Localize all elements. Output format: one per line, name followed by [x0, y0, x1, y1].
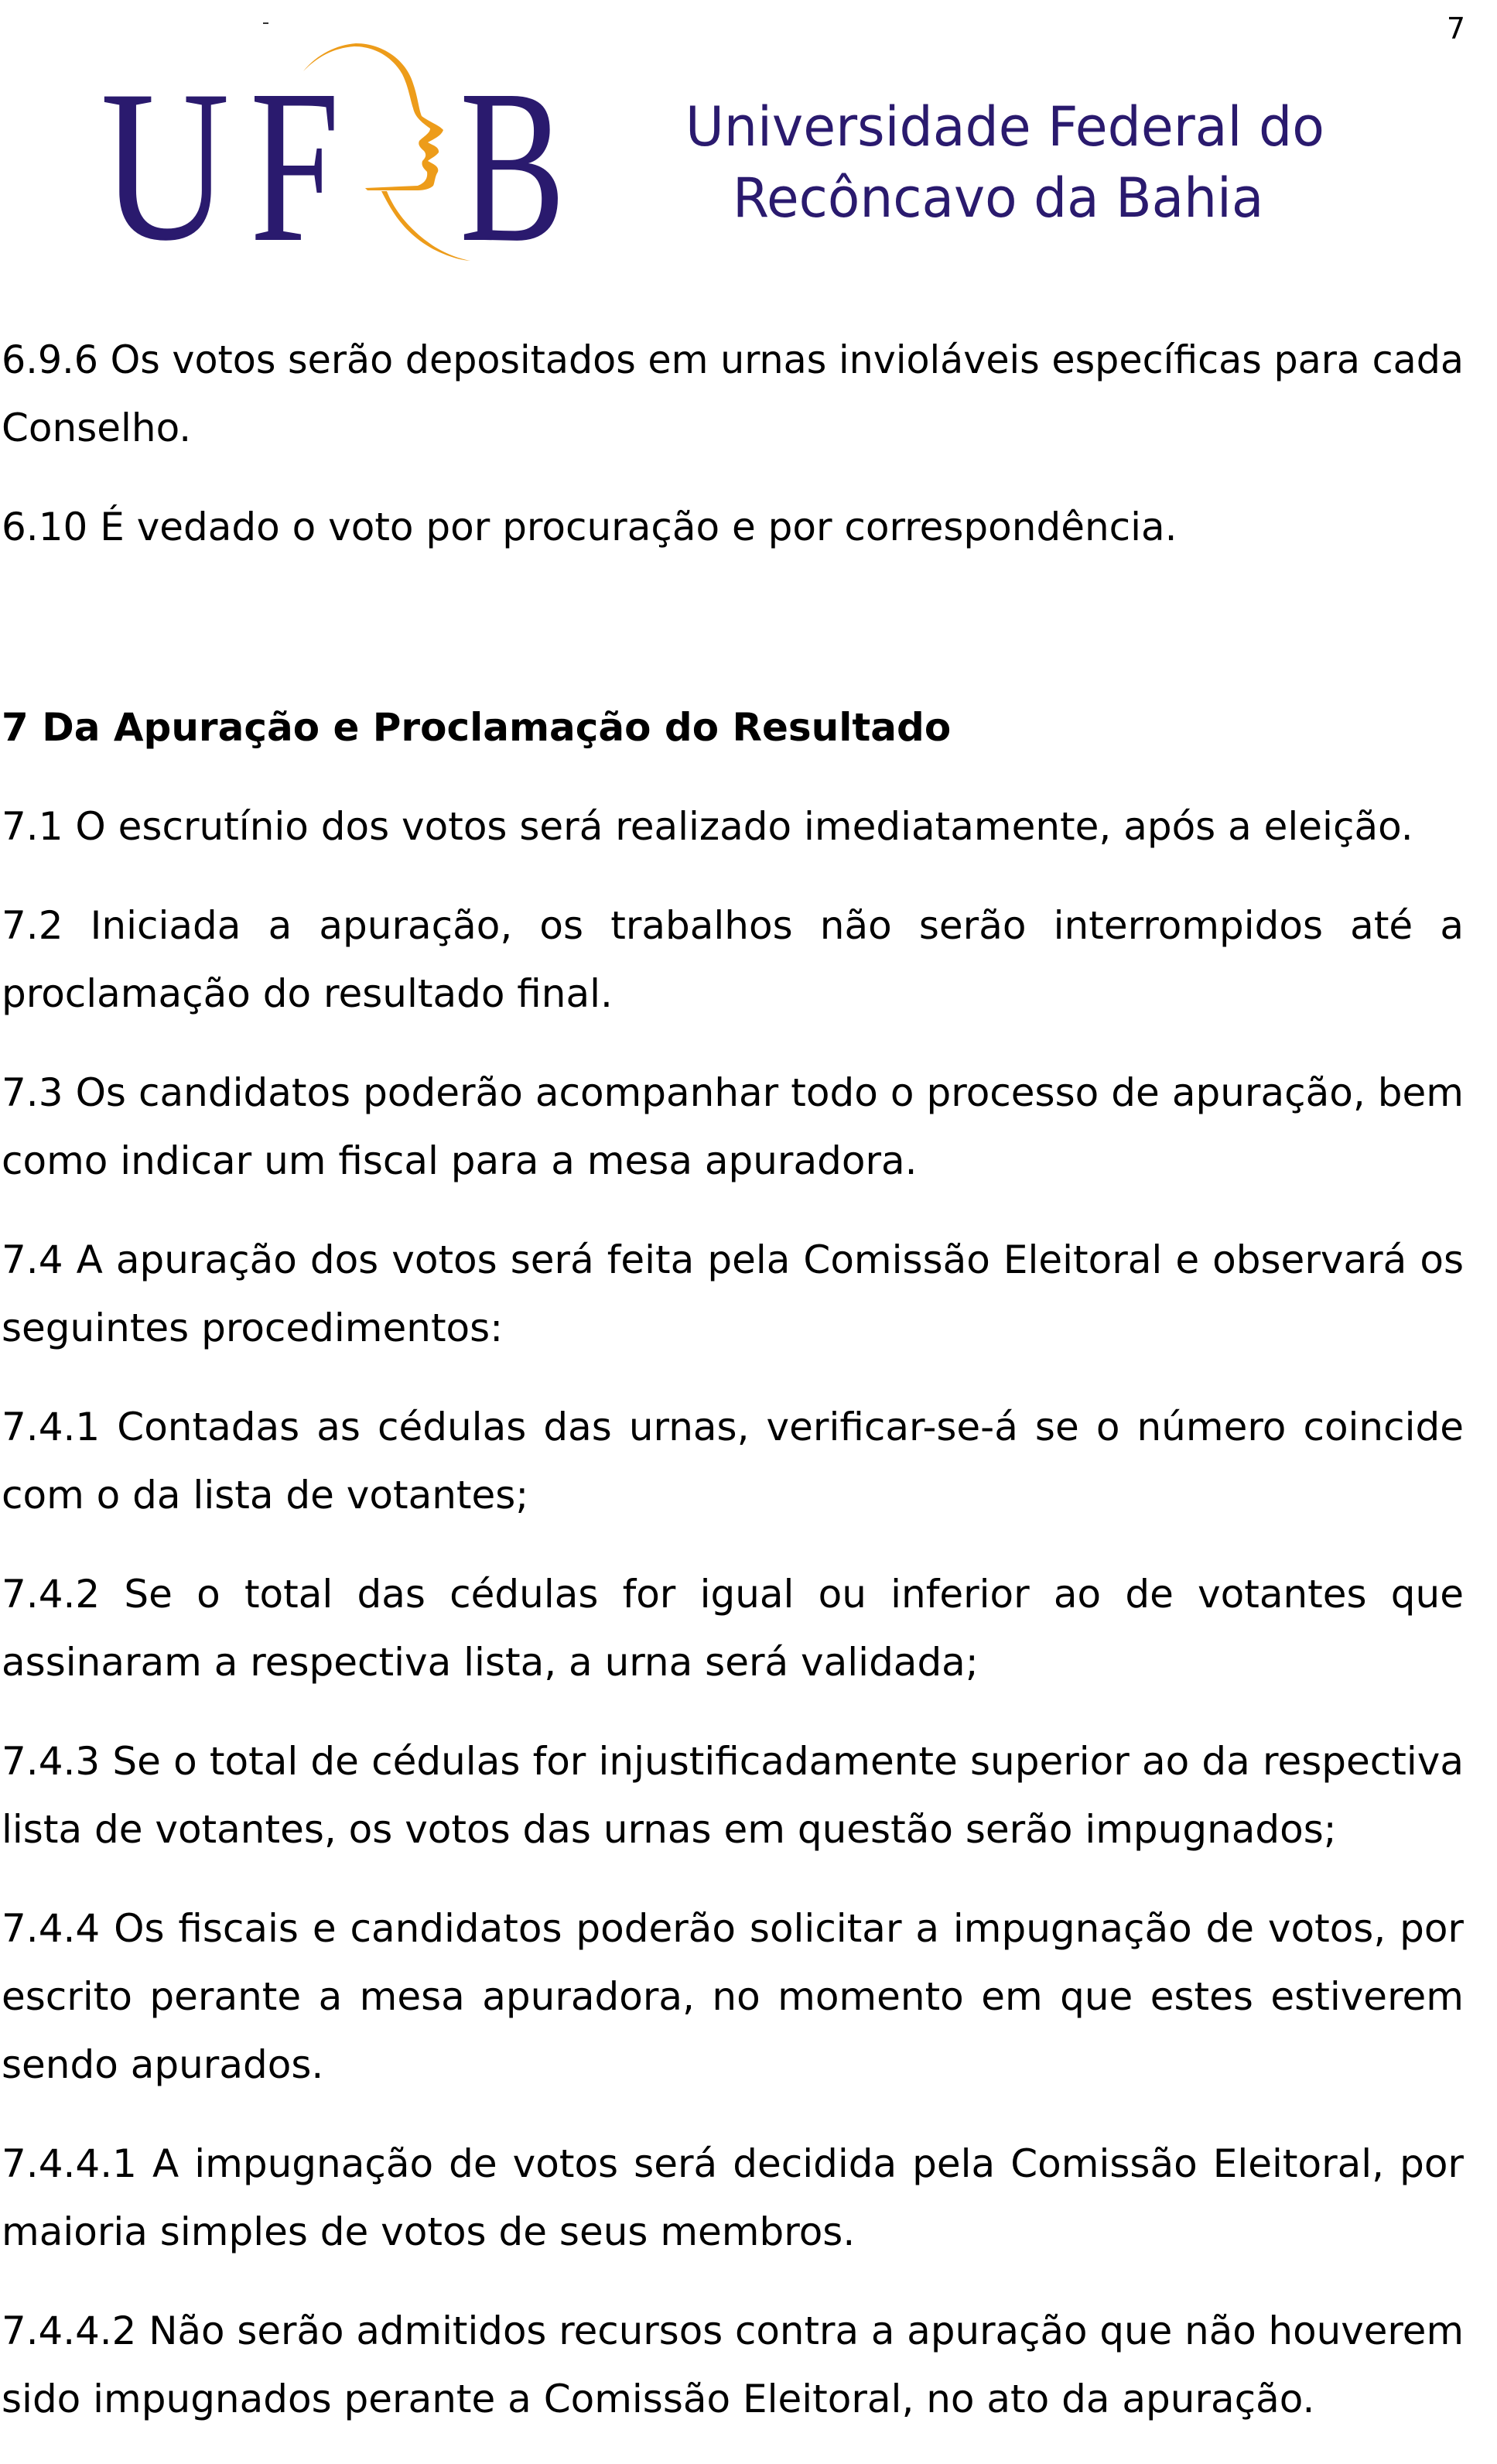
- text-line: assinaram a respectiva lista, a urna será validada;: [2, 1640, 979, 1685]
- ufrb-logo: [85, 35, 580, 288]
- text-line: 6.9.6 Os votos serão depositados em urnas invioláveis específicas para cada: [2, 337, 1464, 382]
- text-line: 7.4.4.2 Não serão admitidos recursos contra a apuração que não houverem: [2, 2308, 1464, 2353]
- text-line: escrito perante a mesa apuradora, no momento em que estes estiverem: [2, 1974, 1464, 2019]
- paragraph-7-3: [2, 1059, 1464, 1195]
- scan-artifact-mark: [263, 22, 268, 24]
- text-line: 7.4.1 Contadas as cédulas das urnas, verificar-se-á se o número coincide: [2, 1405, 1464, 1449]
- paragraph-7-4-3: [2, 1727, 1464, 1863]
- paragraph-7-4-4: [2, 1894, 1464, 2099]
- text-line: 7.1 O escrutínio dos votos será realizado imediatamente, após a eleição.: [2, 804, 1413, 849]
- text-line: lista de votantes, os votos das urnas em questão serão impugnados;: [2, 1807, 1337, 1852]
- text-line: 7.4.4 Os fiscais e candidatos poderão solicitar a impugnação de votos, por: [2, 1906, 1464, 1951]
- paragraph-7-4-4-1: [2, 2130, 1464, 2266]
- university-name-line-2: Recôncavo da Bahia: [733, 166, 1264, 230]
- text-line: seguintes procedimentos:: [2, 1306, 504, 1350]
- paragraph-7-4: [2, 1226, 1464, 1362]
- logo-letter-u: U: [101, 45, 230, 286]
- section-heading: [2, 693, 1464, 761]
- university-name-line-1: Universidade Federal do: [685, 95, 1324, 159]
- document-body: [2, 326, 1464, 2464]
- text-line: 7 Da Apuração e Proclamação do Resultado: [2, 705, 952, 750]
- paragraph-7-4-2: [2, 1560, 1464, 1696]
- text-line: 6.10 É vedado o voto por procuração e por correspondência.: [2, 505, 1177, 549]
- text-line: maioria simples de votos de seus membros.: [2, 2209, 856, 2254]
- text-line: 7.4.4.1 A impugnação de votos será decidida pela Comissão Eleitoral, por: [2, 2141, 1464, 2186]
- logo-letter-b: B: [460, 45, 566, 288]
- logo-letter-f: F: [250, 45, 340, 288]
- blank-paragraph: [2, 592, 1464, 660]
- text-line: Conselho.: [2, 406, 192, 450]
- neck-curve-icon: [381, 191, 470, 261]
- paragraph-7-1: [2, 792, 1464, 861]
- paragraph-6-9-6: [2, 326, 1464, 462]
- text-line: com o da lista de votantes;: [2, 1473, 529, 1518]
- text-line: como indicar um fiscal para a mesa apuradora.: [2, 1138, 918, 1183]
- paragraph-7-4-4-2: [2, 2297, 1464, 2433]
- paragraph-7-2: [2, 891, 1464, 1028]
- text-line: 7.4.2 Se o total das cédulas for igual ou inferior ao de votantes que: [2, 1572, 1464, 1617]
- paragraph-6-10: [2, 493, 1464, 561]
- text-line: sido impugnados perante a Comissão Eleitoral, no ato da apuração.: [2, 2377, 1315, 2421]
- text-line: 7.3 Os candidatos poderão acompanhar todo o processo de apuração, bem: [2, 1070, 1464, 1115]
- page-number: 7: [1446, 12, 1466, 46]
- text-line: 7.4 A apuração dos votos será feita pela Comissão Eleitoral e observará os: [2, 1237, 1464, 1282]
- text-line: 7.2 Iniciada a apuração, os trabalhos não serão interrompidos até a: [2, 903, 1464, 948]
- text-line: sendo apurados.: [2, 2042, 324, 2087]
- ufrb-logo-graphic: [85, 35, 580, 288]
- text-line: proclamação do resultado final.: [2, 971, 613, 1016]
- paragraph-7-4-1: [2, 1393, 1464, 1529]
- text-line: 7.4.3 Se o total de cédulas for injustificadamente superior ao da respectiva: [2, 1739, 1464, 1784]
